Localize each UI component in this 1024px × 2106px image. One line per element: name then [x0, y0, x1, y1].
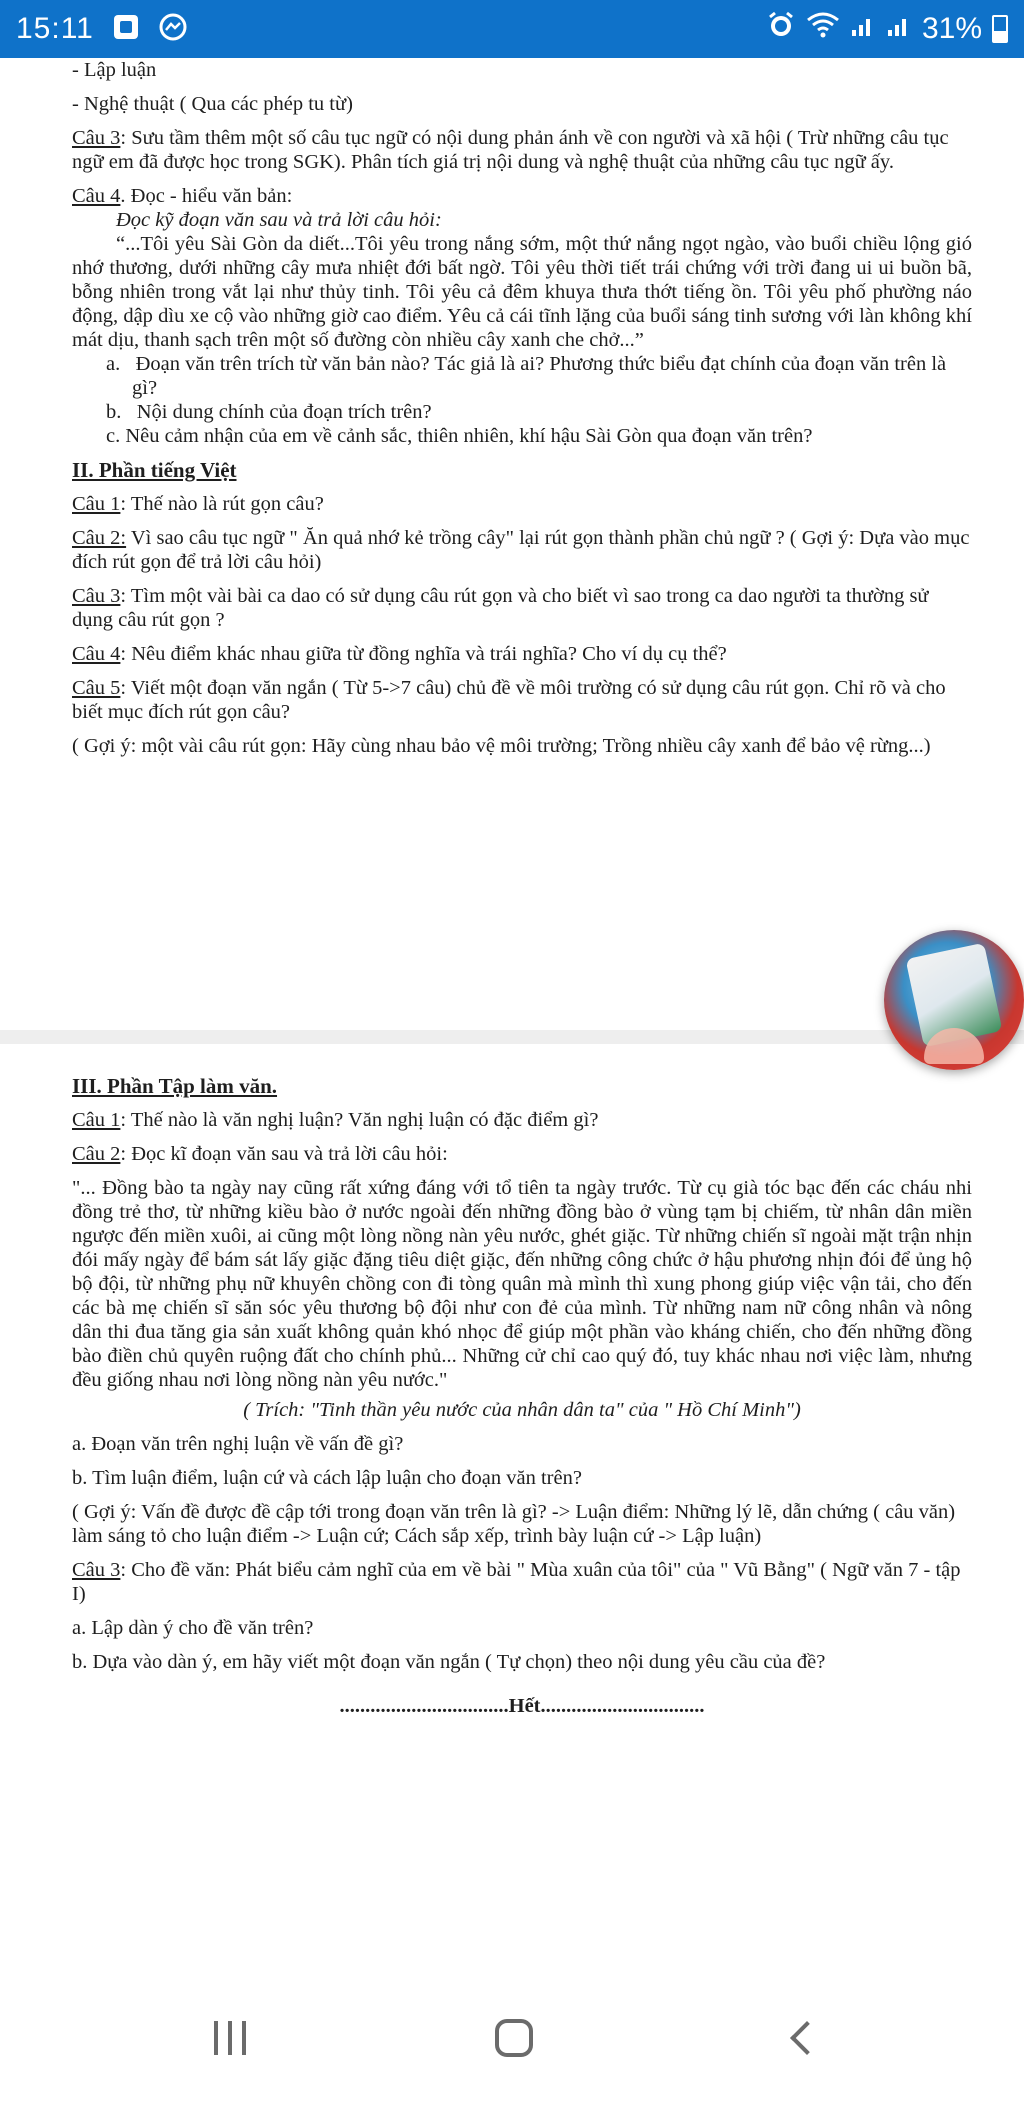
battery-icon: [992, 15, 1008, 43]
document-page-1[interactable]: [0, 58, 1024, 1030]
s2-cau4-label: Câu 4: [72, 643, 121, 665]
s3-cau3-text: : Cho đề văn: Phát biểu cảm nghĩ của em về bài " Mùa xuân của tôi" của " Vũ Bằng" ( Ngữ văn 7 - tập I): [72, 1559, 961, 1605]
s3-cau1: [72, 1108, 972, 1132]
messenger-notification-icon: [158, 12, 188, 47]
s2-cau5-label: Câu 5: [72, 677, 121, 699]
cau4-question-c: c. Nêu cảm nhận của em về cảnh sắc, thiên nhiên, khí hậu Sài Gòn qua đoạn văn trên?: [106, 425, 813, 447]
recents-button[interactable]: [190, 2000, 270, 2076]
battery-level: 31%: [921, 12, 982, 45]
s3-cau1-label: Câu 1: [72, 1109, 121, 1131]
s3-cau2-text: : Đọc kĩ đoạn văn sau và trả lời câu hỏi:: [120, 1143, 448, 1165]
s3-question-a: a. Đoạn văn trên nghị luận về vấn đề gì?: [72, 1433, 404, 1455]
cau4-label: Câu 4: [72, 185, 121, 207]
cau3-text: : Sưu tầm thêm một số câu tục ngữ có nội dung phản ánh về con người và xã hội ( Trừ những câu tục ngữ em đã được học trong SGK). Phân tích giá trị nội dung và nghệ thuật của những câu tục ngữ ấy.: [72, 127, 949, 173]
cau4-question-a: a. Đoạn văn trên trích từ văn bản nào? Tác giả là ai? Phương thức biểu đạt chính của đoạn văn trên là gì?: [106, 353, 947, 399]
s2-cau1: [72, 492, 972, 516]
home-icon: [495, 2019, 533, 2057]
cau4-quote: “...Tôi yêu Sài Gòn da diết...Tôi yêu trong nắng sớm, một thứ nắng ngọt ngào, vào buổi chiều lộng gió nhớ thương, dưới những cây mưa nhiệt đới bất ngờ. Tôi yêu thời tiết trái chứng với trời đang ui ui buồn bã, bỗng nhiên trong vắt lại như thủy tinh. Tôi yêu cả đêm khuya thưa thớt tiếng ồn. Tôi yêu phố phường náo động, dập dìu xe cộ vào những giờ cao điểm. Yêu cả cái tĩnh lặng của buổi sáng tinh sương với làn không khí mát dịu, thanh sạch trên một số đường còn nhiều cây xanh che chở...”: [72, 233, 972, 351]
signal-icon-sim1: [850, 12, 876, 46]
s3-cau3: [72, 1558, 972, 1606]
s2-cau3-text: : Tìm một vài bài ca dao có sử dụng câu rút gọn và cho biết vì sao trong ca dao người ta thường sử dụng câu rút gọn ?: [72, 585, 929, 631]
s2-cau2: [72, 526, 972, 574]
signal-icon-sim2: [886, 12, 912, 46]
s2-cau4-text: : Nêu điểm khác nhau giữa từ đồng nghĩa và trái nghĩa? Cho ví dụ cụ thể?: [120, 643, 727, 665]
recents-icon: [214, 2021, 246, 2055]
navigation-bar: [0, 1970, 1024, 2106]
page1-content: [72, 58, 972, 768]
s3-cau2: [72, 1142, 972, 1166]
s3-cau3-label: Câu 3: [72, 1559, 121, 1581]
status-right: [766, 10, 1008, 48]
back-button[interactable]: [762, 2000, 842, 2076]
cau4-heading: [72, 184, 972, 208]
home-button[interactable]: [474, 2000, 554, 2076]
document-page-2[interactable]: [0, 1044, 1024, 1884]
s3-cau1-text: : Thế nào là văn nghị luận? Văn nghị luận có đặc điểm gì?: [120, 1109, 599, 1131]
s2-cau2-text: Vì sao câu tục ngữ " Ăn quả nhớ kẻ trồng cây" lại rút gọn thành phần chủ ngữ ? ( Gợi ý: Dựa vào mục đích rút gọn để trả lời câu hỏi): [72, 527, 970, 573]
item-lap-luan: - Lập luận: [72, 59, 157, 81]
wifi-icon: [806, 11, 840, 47]
page-separator: [0, 1030, 1024, 1044]
s2-cau1-text: : Thế nào là rút gọn câu?: [120, 493, 324, 515]
s3-question-b: b. Tìm luận điểm, luận cứ và cách lập luận cho đoạn văn trên?: [72, 1467, 582, 1489]
cau4-question-b: b. Nội dung chính của đoạn trích trên?: [106, 401, 432, 423]
item-nghe-thuat: - Nghệ thuật ( Qua các phép tu từ): [72, 93, 353, 115]
cau4-text: . Đọc - hiểu văn bản:: [120, 185, 293, 207]
cau3-paragraph: [72, 126, 972, 174]
back-icon: [790, 2021, 824, 2055]
gallery-notification-icon: [112, 13, 140, 46]
s2-cau3: [72, 584, 972, 632]
s3-cau2-label: Câu 2: [72, 1143, 121, 1165]
status-time: 15:11: [16, 12, 94, 45]
s3-quote: "... Đồng bào ta ngày nay cũng rất xứng đáng với tổ tiên ta ngày trước. Từ cụ già tóc bạc đến các cháu nhi đồng trẻ thơ, từ những kiều bào ở nước ngoài đến những đồng bào ở vùng tạm bị chiếm, từ nhân dân miền ngược đến miền xuôi, ai cũng một lòng nồng nàn yêu nước, ghét giặc. Từ những chiến sĩ ngoài mặt trận nhịn đói mấy ngày để bám sát lấy giặc đặng tiêu diệt giặc, đến những công chức ở hậu phương nhịn đói để ủng hộ bộ đội, từ những phụ nữ khuyên chồng con đi tòng quân mà mình thì xung phong giúp việc vận tải, cho đến các bà mẹ chiến sĩ săn sóc yêu thương bộ đội như con đẻ của mình. Từ những nam nữ công nhân và nông dân thi đua tăng gia sản xuất không quản khó nhọc để giúp một phần vào kháng chiến, cho đến những đồng bào điền chủ quyên ruộng đất cho chính phủ... Những cử chỉ cao quý đó, tuy khác nhau nơi việc làm, nhưng đều giống nhau nơi lòng nồng nàn yêu nước.": [72, 1177, 972, 1391]
cau3-label: Câu 3: [72, 127, 121, 149]
page2-content: [72, 1074, 972, 1728]
s2-cau1-label: Câu 1: [72, 493, 121, 515]
s3-cau3-question-b: b. Dựa vào dàn ý, em hãy viết một đoạn văn ngắn ( Tự chọn) theo nội dung yêu cầu của đề?: [72, 1651, 826, 1673]
s2-cau5: [72, 676, 972, 724]
s2-cau4: [72, 642, 972, 666]
s3-quote-source: ( Trích: "Tinh thần yêu nước của nhân dân ta" của " Hồ Chí Minh"): [243, 1399, 801, 1421]
s3-hint: ( Gợi ý: Vấn đề được đề cập tới trong đoạn văn trên là gì? -> Luận điểm: Những lý lẽ, dẫn chứng ( câu văn) làm sáng tỏ cho luận điểm -> Luận cứ; Cách sắp xếp, trình bày luận cứ -> Lập luận): [72, 1501, 956, 1547]
s2-cau3-label: Câu 3: [72, 585, 121, 607]
status-bar: [0, 0, 1024, 58]
s3-cau3-question-a: a. Lập dàn ý cho đề văn trên?: [72, 1617, 314, 1639]
s2-hint: ( Gợi ý: một vài câu rút gọn: Hãy cùng nhau bảo vệ môi trường; Trồng nhiều cây xanh để bảo vệ rừng...): [72, 735, 931, 757]
section-3-title: III. Phần Tập làm văn.: [72, 1074, 278, 1098]
cau4-instruction: Đọc kỹ đoạn văn sau và trả lời câu hỏi:: [116, 209, 442, 231]
s2-cau5-text: : Viết một đoạn văn ngắn ( Từ 5->7 câu) chủ đề về môi trường có sử dụng câu rút gọn. Chỉ rõ và cho biết mục đích rút gọn câu?: [72, 677, 946, 723]
s2-cau2-label: Câu 2:: [72, 527, 127, 549]
end-marker: .................................Hết................................: [339, 1695, 705, 1717]
alarm-icon: [766, 10, 796, 48]
section-2-title: II. Phần tiếng Việt: [72, 458, 237, 482]
floating-chat-head-bubble[interactable]: [884, 930, 1024, 1070]
